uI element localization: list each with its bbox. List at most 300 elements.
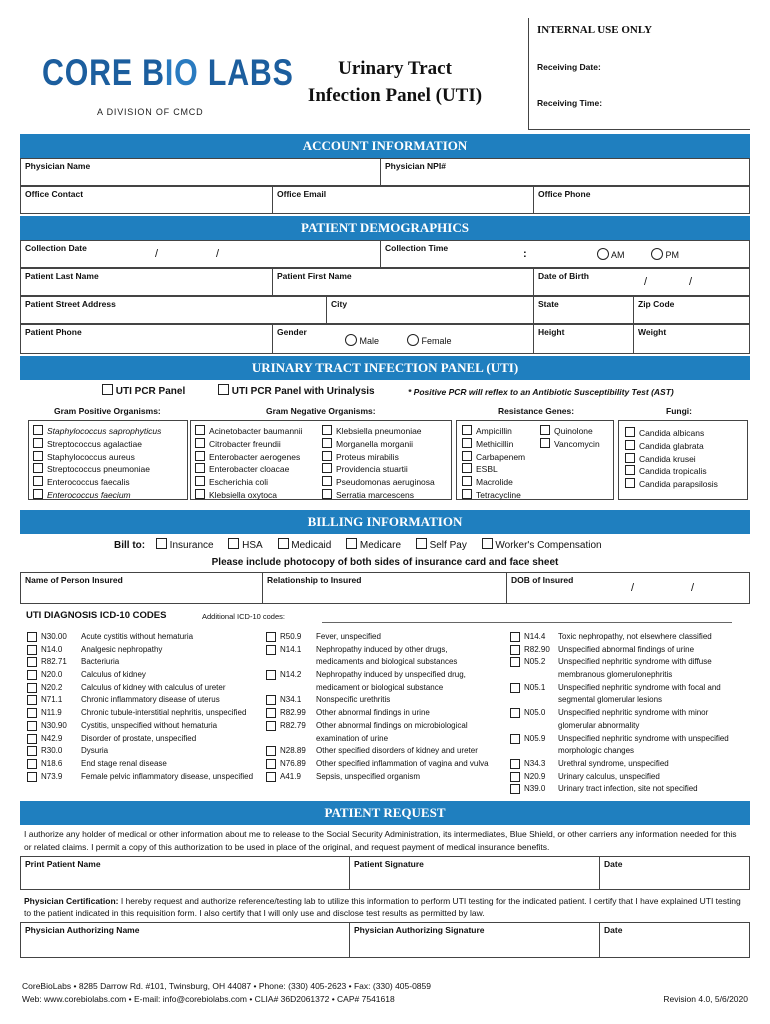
icd-desc-cont: segmental glomerular lesions bbox=[558, 695, 663, 705]
physician-date-label: Date bbox=[604, 925, 623, 935]
street-address-label: Patient Street Address bbox=[25, 299, 116, 309]
icd-desc-cont: medicament or biological substance bbox=[316, 682, 444, 692]
icd-desc-cont: glomerular abnormality bbox=[558, 720, 640, 730]
icd-desc: Unspecified nephritic syndrome with focal and bbox=[558, 682, 721, 692]
fungus-item[interactable] bbox=[625, 465, 718, 478]
fungus-item[interactable] bbox=[625, 440, 718, 453]
icd-item[interactable] bbox=[510, 758, 750, 771]
gene-label: Ampicillin bbox=[476, 426, 512, 436]
icd-code: N34.1 bbox=[280, 695, 302, 705]
organism-item[interactable] bbox=[33, 451, 161, 464]
icd-code: A41.9 bbox=[280, 771, 301, 781]
icd-code: N34.3 bbox=[524, 758, 546, 768]
collection-time-field[interactable] bbox=[380, 240, 750, 268]
insured-dob-label: DOB of Insured bbox=[511, 575, 574, 585]
icd-checkbox[interactable] bbox=[266, 708, 276, 718]
icd-desc-cont: medicaments and biological substances bbox=[316, 657, 458, 667]
organism-label: Serratia marcescens bbox=[336, 489, 414, 500]
patient-last-name-label: Patient Last Name bbox=[25, 271, 99, 281]
uti-pcr-panel-option[interactable] bbox=[102, 384, 185, 397]
uti-pcr-panel-checkbox[interactable] bbox=[102, 384, 113, 395]
fungus-label: Candida krusei bbox=[639, 453, 696, 464]
organism-label: Streptococcus agalactiae bbox=[47, 438, 142, 449]
icd-checkbox[interactable] bbox=[27, 670, 37, 680]
icd-code: N71.1 bbox=[41, 695, 63, 705]
organism-checkbox[interactable] bbox=[33, 438, 43, 448]
icd-code: R50.9 bbox=[280, 632, 302, 641]
icd-column-1 bbox=[27, 631, 267, 783]
icd-item[interactable] bbox=[27, 720, 267, 733]
organism-label: Escherichia coli bbox=[209, 477, 269, 488]
icd-code: N20.9 bbox=[524, 771, 546, 781]
icd-code: R82.99 bbox=[280, 708, 306, 718]
city-label: City bbox=[331, 299, 348, 309]
icd-item[interactable] bbox=[27, 682, 267, 695]
icd-column-2 bbox=[266, 631, 511, 783]
zip-label: Zip Code bbox=[638, 299, 675, 309]
bill-option-hsa[interactable] bbox=[228, 540, 262, 551]
resistance-list-b bbox=[540, 425, 600, 451]
icd-desc: Dysuria bbox=[81, 746, 109, 756]
gene-checkbox[interactable] bbox=[462, 476, 472, 486]
gene-item[interactable] bbox=[540, 438, 600, 451]
icd-desc: Calculus of kidney with calculus of ureter bbox=[81, 682, 226, 692]
organism-checkbox[interactable] bbox=[195, 438, 205, 448]
icd-item[interactable] bbox=[27, 745, 267, 758]
bill-option-label: Self Pay bbox=[429, 540, 467, 551]
bill-option-medicaid[interactable] bbox=[278, 540, 332, 551]
print-patient-name-field[interactable] bbox=[20, 856, 350, 890]
collection-date-field[interactable] bbox=[20, 240, 381, 268]
additional-icd-line[interactable] bbox=[322, 622, 732, 623]
fungus-checkbox[interactable] bbox=[625, 440, 635, 450]
icd-desc: Other specified disorders of kidney and ureter bbox=[316, 746, 478, 756]
icd-checkbox[interactable] bbox=[510, 708, 520, 718]
gene-item[interactable] bbox=[462, 476, 525, 489]
fungus-item[interactable] bbox=[625, 478, 718, 491]
weight-field[interactable] bbox=[633, 324, 750, 354]
fungus-label: Candida glabrata bbox=[639, 440, 704, 451]
organism-label: Proteus mirabilis bbox=[336, 451, 399, 462]
icd-checkbox[interactable] bbox=[510, 772, 520, 782]
organism-label: Enterococcus faecalis bbox=[47, 477, 130, 488]
pm-radio[interactable] bbox=[651, 248, 663, 260]
patient-date-field[interactable] bbox=[599, 856, 750, 890]
icd-code: N05.2 bbox=[524, 657, 546, 667]
physician-name-label: Physician Name bbox=[25, 161, 91, 171]
icd-checkbox[interactable] bbox=[266, 645, 276, 655]
bill-option-medicare[interactable] bbox=[346, 540, 401, 551]
brand-logo bbox=[42, 52, 294, 94]
am-radio[interactable] bbox=[597, 248, 609, 260]
icd-item[interactable] bbox=[510, 656, 750, 669]
gene-label: Tetracycline bbox=[476, 489, 521, 500]
bill-option-label: Insurance bbox=[169, 540, 214, 551]
organism-checkbox[interactable] bbox=[322, 463, 332, 473]
gene-checkbox[interactable] bbox=[462, 425, 472, 435]
icd-item-cont bbox=[510, 694, 750, 707]
icd-checkbox[interactable] bbox=[266, 772, 276, 782]
icd-item[interactable] bbox=[27, 669, 267, 682]
organism-checkbox[interactable] bbox=[322, 438, 332, 448]
icd-code: N20.0 bbox=[41, 670, 63, 680]
icd-item[interactable] bbox=[266, 631, 511, 644]
organism-checkbox[interactable] bbox=[195, 489, 205, 499]
icd-code: N20.2 bbox=[41, 682, 63, 692]
am-option[interactable] bbox=[597, 248, 625, 261]
icd-item[interactable] bbox=[27, 694, 267, 707]
insured-dob-slash-2: / bbox=[691, 582, 695, 594]
pm-option[interactable] bbox=[651, 248, 679, 261]
resistance-list-a bbox=[462, 425, 525, 502]
gene-checkbox[interactable] bbox=[540, 425, 550, 435]
icd-desc: Nephropathy induced by other drugs, bbox=[316, 644, 448, 654]
icd-item[interactable] bbox=[266, 694, 511, 707]
icd-item[interactable] bbox=[27, 771, 267, 784]
insured-name-field[interactable] bbox=[20, 572, 263, 604]
city-field[interactable] bbox=[326, 296, 534, 324]
icd-checkbox[interactable] bbox=[27, 721, 37, 731]
icd-checkbox[interactable] bbox=[27, 632, 37, 642]
icd-code: N14.4 bbox=[524, 632, 546, 641]
fungus-checkbox[interactable] bbox=[625, 453, 635, 463]
certification-body: I hereby request and authorize reference/testing lab to utilize this information to perform UTI testing for the indicated patient. I certify that I have explained UTI testing to the patient indicated in this requisition form. I also certify that I will only use and disclose test results as permitted by law. bbox=[24, 896, 741, 918]
icd-item-cont bbox=[510, 669, 750, 682]
physician-npi-label: Physician NPI# bbox=[385, 161, 446, 171]
male-radio[interactable] bbox=[345, 334, 357, 346]
patient-phone-label: Patient Phone bbox=[25, 327, 82, 337]
icd-checkbox[interactable] bbox=[266, 759, 276, 769]
form-title-line2: Infection Panel (UTI) bbox=[307, 85, 483, 106]
organism-item[interactable] bbox=[322, 451, 435, 464]
male-option[interactable] bbox=[345, 334, 379, 347]
icd-desc: Chronic tubule-interstitial nephritis, unspecified bbox=[81, 708, 247, 718]
organism-item[interactable] bbox=[33, 476, 161, 489]
icd-item[interactable] bbox=[27, 733, 267, 746]
icd-desc: Unspecified nephritic syndrome with diffuse bbox=[558, 657, 712, 667]
organism-checkbox[interactable] bbox=[33, 463, 43, 473]
office-email-field[interactable] bbox=[272, 186, 534, 214]
organism-item[interactable] bbox=[322, 463, 435, 476]
icd-checkbox[interactable] bbox=[510, 734, 520, 744]
male-label: Male bbox=[359, 336, 380, 346]
photocopy-note: Please include photocopy of both sides of insurance card and face sheet bbox=[211, 557, 559, 568]
internal-use-label: INTERNAL USE ONLY bbox=[537, 24, 653, 36]
icd-desc-cont: examination of urine bbox=[316, 733, 389, 743]
patient-first-name-label: Patient First Name bbox=[277, 271, 352, 281]
relationship-field[interactable] bbox=[262, 572, 507, 604]
organism-checkbox[interactable] bbox=[33, 451, 43, 461]
icd-checkbox[interactable] bbox=[266, 670, 276, 680]
icd-desc: Nephropathy induced by unspecified drug, bbox=[316, 670, 466, 680]
icd-item[interactable] bbox=[266, 720, 511, 733]
uti-heading: URINARY TRACT INFECTION PANEL (UTI) bbox=[20, 356, 750, 380]
icd-checkbox[interactable] bbox=[27, 657, 37, 667]
icd-code: N30.90 bbox=[41, 720, 67, 730]
organism-item[interactable] bbox=[322, 438, 435, 451]
icd-desc: Chronic inflammatory disease of uterus bbox=[81, 695, 220, 705]
organism-item[interactable] bbox=[195, 425, 303, 438]
icd-checkbox[interactable] bbox=[27, 645, 37, 655]
physician-name-auth-field[interactable] bbox=[20, 922, 350, 958]
icd-checkbox[interactable] bbox=[510, 657, 520, 667]
organism-item[interactable] bbox=[33, 489, 161, 502]
office-contact-field[interactable] bbox=[20, 186, 273, 214]
icd-code: N05.9 bbox=[524, 733, 546, 743]
relationship-label: Relationship to Insured bbox=[267, 575, 362, 585]
additional-icd-label: Additional ICD-10 codes: bbox=[202, 612, 285, 621]
icd-checkbox[interactable] bbox=[510, 632, 520, 642]
organism-label: Morganella morganii bbox=[336, 438, 414, 449]
gene-item[interactable] bbox=[540, 425, 600, 438]
workers-comp-checkbox[interactable] bbox=[482, 538, 493, 549]
zip-field[interactable] bbox=[633, 296, 750, 324]
organism-item[interactable] bbox=[322, 425, 435, 438]
date-slash-2: / bbox=[216, 248, 220, 260]
icd-item[interactable] bbox=[510, 682, 750, 695]
icd-item[interactable] bbox=[27, 707, 267, 720]
revision-label: Revision 4.0, 5/6/2020 bbox=[663, 994, 748, 1004]
dob-slash-2: / bbox=[689, 276, 693, 288]
bill-to-label: Bill to: bbox=[114, 540, 146, 551]
icd-item-cont bbox=[266, 733, 511, 746]
icd-desc: Unspecified nephritic syndrome with unspecified bbox=[558, 733, 729, 743]
icd-desc: Analgesic nephropathy bbox=[81, 644, 163, 654]
organism-label: Enterococcus faecium bbox=[47, 489, 131, 500]
medicare-checkbox[interactable] bbox=[346, 538, 357, 549]
dob-field[interactable] bbox=[533, 268, 750, 296]
weight-label: Weight bbox=[638, 327, 667, 337]
icd-checkbox[interactable] bbox=[510, 645, 520, 655]
icd-code: N14.2 bbox=[280, 670, 302, 680]
uti-pcr-urinalysis-label: UTI PCR Panel with Urinalysis bbox=[231, 386, 375, 397]
icd-code: N11.9 bbox=[41, 708, 62, 718]
gene-checkbox[interactable] bbox=[540, 438, 550, 448]
patient-request-heading: PATIENT REQUEST bbox=[20, 801, 750, 825]
organism-item[interactable] bbox=[195, 438, 303, 451]
icd-checkbox[interactable] bbox=[510, 683, 520, 693]
fungus-checkbox[interactable] bbox=[625, 465, 635, 475]
footer-contact bbox=[22, 980, 431, 1006]
fungi-list bbox=[625, 427, 718, 491]
icd-desc: Unspecified nephritic syndrome with minor bbox=[558, 708, 709, 718]
icd-item[interactable] bbox=[510, 771, 750, 784]
gram-negative-list-a bbox=[195, 425, 303, 502]
organism-checkbox[interactable] bbox=[33, 489, 43, 499]
patient-last-name-field[interactable] bbox=[20, 268, 273, 296]
icd-checkbox[interactable] bbox=[27, 695, 37, 705]
gene-label: Carbapenem bbox=[476, 451, 526, 462]
height-field[interactable] bbox=[533, 324, 634, 354]
icd-code: N05.1 bbox=[524, 682, 546, 692]
organism-item[interactable] bbox=[322, 489, 435, 502]
icd-item[interactable] bbox=[510, 783, 750, 796]
gene-item[interactable] bbox=[462, 489, 525, 502]
organism-item[interactable] bbox=[195, 451, 303, 464]
icd-item[interactable] bbox=[266, 669, 511, 682]
gene-label: Methicillin bbox=[476, 438, 514, 449]
dob-label: Date of Birth bbox=[538, 271, 589, 281]
gene-item[interactable] bbox=[462, 451, 525, 464]
icd-checkbox[interactable] bbox=[27, 772, 37, 782]
dob-slash-1: / bbox=[644, 276, 648, 288]
icd-desc: End stage renal disease bbox=[81, 758, 167, 768]
fungus-checkbox[interactable] bbox=[625, 478, 635, 488]
organism-checkbox[interactable] bbox=[195, 451, 205, 461]
receiving-time-label: Receiving Time: bbox=[537, 98, 603, 108]
icd-item[interactable] bbox=[266, 644, 511, 657]
organism-item[interactable] bbox=[33, 425, 161, 438]
icd-code: N76.89 bbox=[280, 758, 306, 768]
icd-desc: Sepsis, unspecified organism bbox=[316, 771, 421, 781]
icd-item[interactable] bbox=[27, 644, 267, 657]
icd-item[interactable] bbox=[266, 771, 511, 784]
time-colon: : bbox=[523, 248, 527, 260]
hsa-checkbox[interactable] bbox=[228, 538, 239, 549]
organism-item[interactable] bbox=[195, 489, 303, 502]
bill-option-workers-comp[interactable] bbox=[482, 540, 602, 551]
gram-positive-list bbox=[33, 425, 161, 502]
self-pay-checkbox[interactable] bbox=[416, 538, 427, 549]
organism-item[interactable] bbox=[33, 438, 161, 451]
icd-code: N18.6 bbox=[41, 758, 63, 768]
organism-checkbox[interactable] bbox=[322, 425, 332, 435]
icd-checkbox[interactable] bbox=[266, 632, 276, 642]
uti-pcr-urinalysis-checkbox[interactable] bbox=[218, 384, 229, 395]
physician-signature-field[interactable] bbox=[349, 922, 600, 958]
icd-item-cont bbox=[510, 720, 750, 733]
fungus-item[interactable] bbox=[625, 453, 718, 466]
street-address-field[interactable] bbox=[20, 296, 327, 324]
organism-checkbox[interactable] bbox=[33, 476, 43, 486]
icd-item[interactable] bbox=[266, 745, 511, 758]
icd-checkbox[interactable] bbox=[27, 734, 37, 744]
gene-item[interactable] bbox=[462, 463, 525, 476]
patient-date-label: Date bbox=[604, 859, 623, 869]
physician-npi-field[interactable] bbox=[380, 158, 750, 186]
medicaid-checkbox[interactable] bbox=[278, 538, 289, 549]
organism-label: Providencia stuartii bbox=[336, 464, 408, 475]
physician-date-field[interactable] bbox=[599, 922, 750, 958]
bill-option-label: Medicaid bbox=[291, 540, 332, 551]
authorization-text: I authorize any holder of medical or other information about me to release to the Social Security Administration, its intermediates, Blue Shield, or other carriers any information needed for this or related claims. I permit a copy of this authorization to be used in place of the original, and request payment of medical insurance benefits. bbox=[24, 829, 737, 852]
female-option[interactable] bbox=[407, 334, 452, 347]
icd-item[interactable] bbox=[27, 631, 267, 644]
icd-desc-cont: membranous glomerulonephritis bbox=[558, 670, 673, 680]
female-label: Female bbox=[421, 336, 452, 346]
icd-desc: Calculus of kidney bbox=[81, 670, 146, 680]
office-phone-label: Office Phone bbox=[538, 189, 591, 199]
organism-item[interactable] bbox=[33, 463, 161, 476]
organism-checkbox[interactable] bbox=[195, 463, 205, 473]
physician-name-field[interactable] bbox=[20, 158, 381, 186]
icd-item[interactable] bbox=[27, 656, 267, 669]
icd-desc: Other specified inflammation of vagina and vulva bbox=[316, 758, 489, 768]
icd-item[interactable] bbox=[510, 707, 750, 720]
gene-label: ESBL bbox=[476, 464, 498, 475]
organism-checkbox[interactable] bbox=[33, 425, 43, 435]
bill-option-insurance[interactable] bbox=[156, 540, 214, 551]
icd-column-3 bbox=[510, 631, 750, 796]
organism-checkbox[interactable] bbox=[322, 451, 332, 461]
icd-checkbox[interactable] bbox=[510, 759, 520, 769]
fungus-item[interactable] bbox=[625, 427, 718, 440]
organism-item[interactable] bbox=[322, 476, 435, 489]
icd-item[interactable] bbox=[266, 758, 511, 771]
icd-checkbox[interactable] bbox=[266, 695, 276, 705]
icd-checkbox[interactable] bbox=[266, 746, 276, 756]
gene-label: Vancomycin bbox=[554, 438, 600, 449]
icd-item[interactable] bbox=[266, 707, 511, 720]
organism-item[interactable] bbox=[195, 476, 303, 489]
am-label: AM bbox=[611, 250, 625, 260]
icd-checkbox[interactable] bbox=[27, 708, 37, 718]
insurance-checkbox[interactable] bbox=[156, 538, 167, 549]
female-radio[interactable] bbox=[407, 334, 419, 346]
icd-checkbox[interactable] bbox=[266, 721, 276, 731]
uti-pcr-urinalysis-option[interactable] bbox=[218, 384, 375, 397]
icd-checkbox[interactable] bbox=[27, 759, 37, 769]
patient-signature-field[interactable] bbox=[349, 856, 600, 890]
resistance-genes-heading: Resistance Genes: bbox=[498, 406, 575, 416]
gene-checkbox[interactable] bbox=[462, 438, 472, 448]
gene-item[interactable] bbox=[462, 438, 525, 451]
pm-label: PM bbox=[665, 250, 680, 260]
internal-use-box bbox=[528, 18, 750, 130]
icd-code: N39.0 bbox=[524, 784, 546, 794]
icd-checkbox[interactable] bbox=[510, 784, 520, 794]
bill-option-self-pay[interactable] bbox=[416, 540, 467, 551]
icd-desc: Bacteriuria bbox=[81, 657, 120, 667]
organism-checkbox[interactable] bbox=[195, 476, 205, 486]
patient-first-name-field[interactable] bbox=[272, 268, 534, 296]
icd-item[interactable] bbox=[510, 733, 750, 746]
collection-time-label: Collection Time bbox=[385, 243, 449, 253]
organism-item[interactable] bbox=[195, 463, 303, 476]
icd-item[interactable] bbox=[510, 631, 750, 644]
gene-checkbox[interactable] bbox=[462, 451, 472, 461]
organism-checkbox[interactable] bbox=[322, 476, 332, 486]
icd-checkbox[interactable] bbox=[27, 683, 37, 693]
insured-dob-field[interactable] bbox=[506, 572, 750, 604]
icd-item[interactable] bbox=[27, 758, 267, 771]
insured-dob-slash-1: / bbox=[631, 582, 635, 594]
organism-label: Klebsiella oxytoca bbox=[209, 489, 278, 500]
organism-checkbox[interactable] bbox=[195, 425, 205, 435]
physician-name-auth-label: Physician Authorizing Name bbox=[25, 925, 140, 935]
gender-field[interactable] bbox=[272, 324, 534, 354]
icd-code: N42.9 bbox=[41, 733, 63, 743]
fungus-checkbox[interactable] bbox=[625, 427, 635, 437]
fungus-label: Candida albicans bbox=[639, 428, 705, 438]
bill-option-label: Worker's Compensation bbox=[495, 540, 602, 551]
patient-signature-label: Patient Signature bbox=[354, 859, 424, 869]
organism-checkbox[interactable] bbox=[322, 489, 332, 499]
icd-desc: Female pelvic inflammatory disease, unspecified bbox=[81, 771, 254, 781]
gene-item[interactable] bbox=[462, 425, 525, 438]
gene-checkbox[interactable] bbox=[462, 489, 472, 499]
icd-checkbox[interactable] bbox=[27, 746, 37, 756]
icd-desc: Disorder of prostate, unspecified bbox=[81, 733, 197, 743]
gene-checkbox[interactable] bbox=[462, 463, 472, 473]
bill-option-label: HSA bbox=[242, 540, 263, 551]
patient-phone-field[interactable] bbox=[20, 324, 273, 354]
icd-item[interactable] bbox=[510, 644, 750, 657]
office-contact-label: Office Contact bbox=[25, 189, 84, 199]
gender-label: Gender bbox=[277, 327, 307, 337]
office-phone-field[interactable] bbox=[533, 186, 750, 214]
state-field[interactable] bbox=[533, 296, 634, 324]
